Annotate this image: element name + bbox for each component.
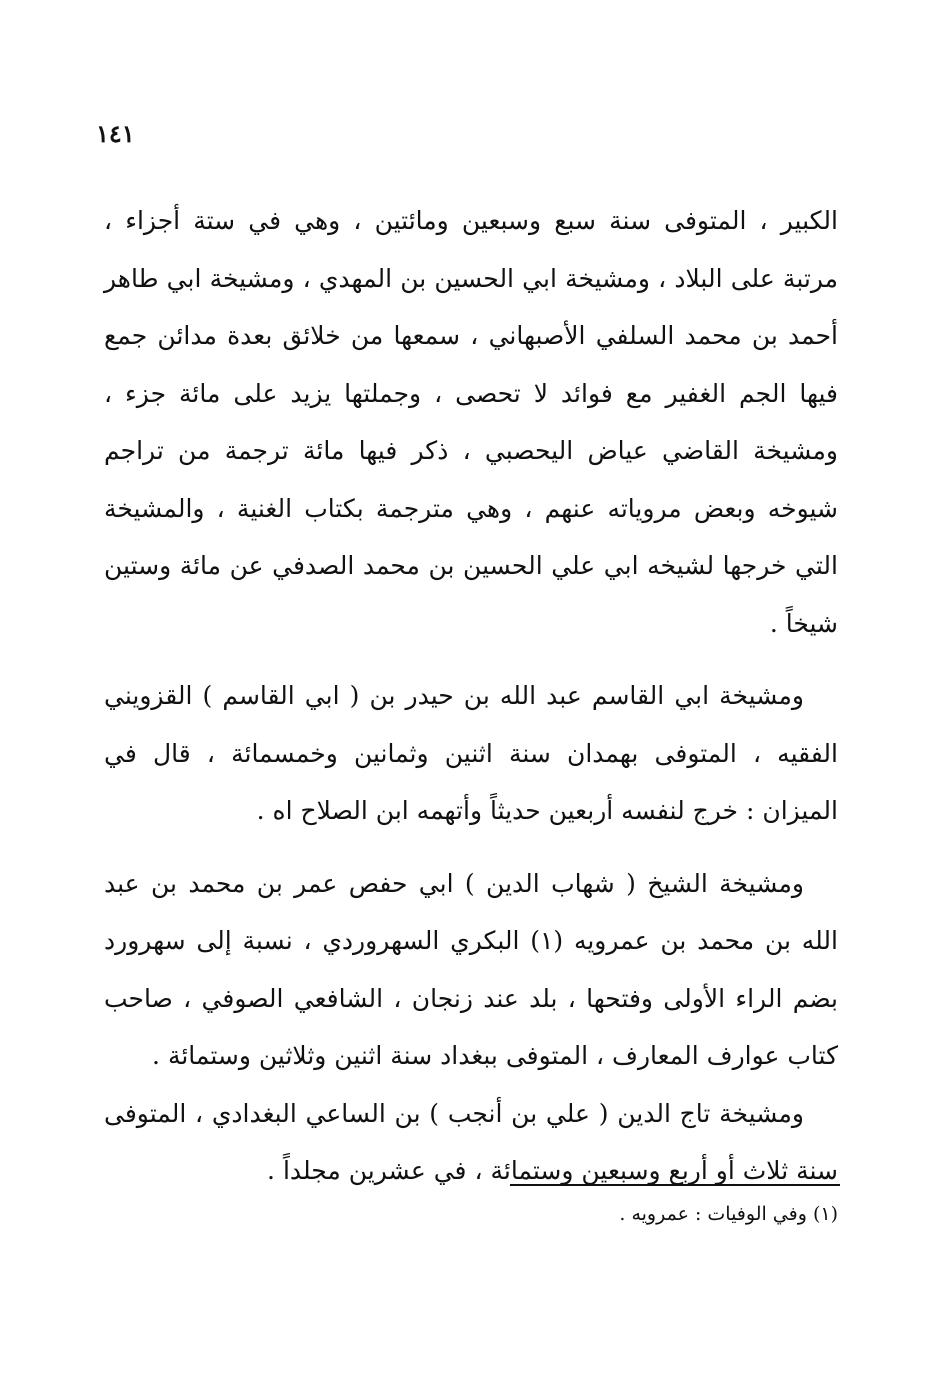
paragraph-1: الكبير ، المتوفى سنة سبع وسبعين ومائتين ، وهي في ستة أجزاء ، مرتبة على البلاد ، ومشيخة ابي الحسين بن المهدي ، ومشيخة ابي طاهر أحمد بن محمد السلفي الأصبهاني ، سمعها من خلائق بعدة مدائن جمع فيها الجم الغفير مع فوائد لا تحصى ، وجملتها يزيد على مائة جزء ، ومشيخة القاضي عياض اليحصبي ، ذكر فيها مائة ترجمة من تراجم شيوخه وبعض مروياته عنهم ، وهي مترجمة بكتاب الغنية ، والمشيخة التي خرجها لشيخه ابي علي الحسين بن محمد الصدفي عن مائة وستين شيخاً . (104, 206, 838, 638)
page-number: ١٤١ (96, 119, 135, 148)
paragraph-4: ومشيخة تاج الدين ( علي بن أنجب ) بن الساعي البغدادي ، المتوفى سنة ثلاث أو أربع وسبعين وستمائة ، في عشرين مجلداً . (104, 1098, 838, 1185)
footnote: (١) وفي الوفيات : عمرويه . (619, 1203, 838, 1225)
body-text (104, 192, 838, 1200)
paragraph-2: ومشيخة ابي القاسم عبد الله بن حيدر بن ( ابي القاسم ) القزويني الفقيه ، المتوفى بهمدان سنة اثنين وثمانين وخمسمائة ، قال في الميزان : خرج لنفسه أربعين حديثاً وأتهمه ابن الصلاح اه . (104, 681, 838, 825)
paragraph-3: ومشيخة الشيخ ( شهاب الدين ) ابي حفص عمر بن محمد بن عبد الله بن محمد بن عمرويه (١) البكري السهروردي ، نسبة إلى سهرورد بضم الراء الأولى وفتحها ، بلد عند زنجان ، الشافعي الصوفي ، صاحب كتاب عوارف المعارف ، المتوفى ببغداد سنة اثنين وثلاثين وستمائة . (104, 868, 838, 1070)
footnote-divider (510, 1184, 840, 1186)
